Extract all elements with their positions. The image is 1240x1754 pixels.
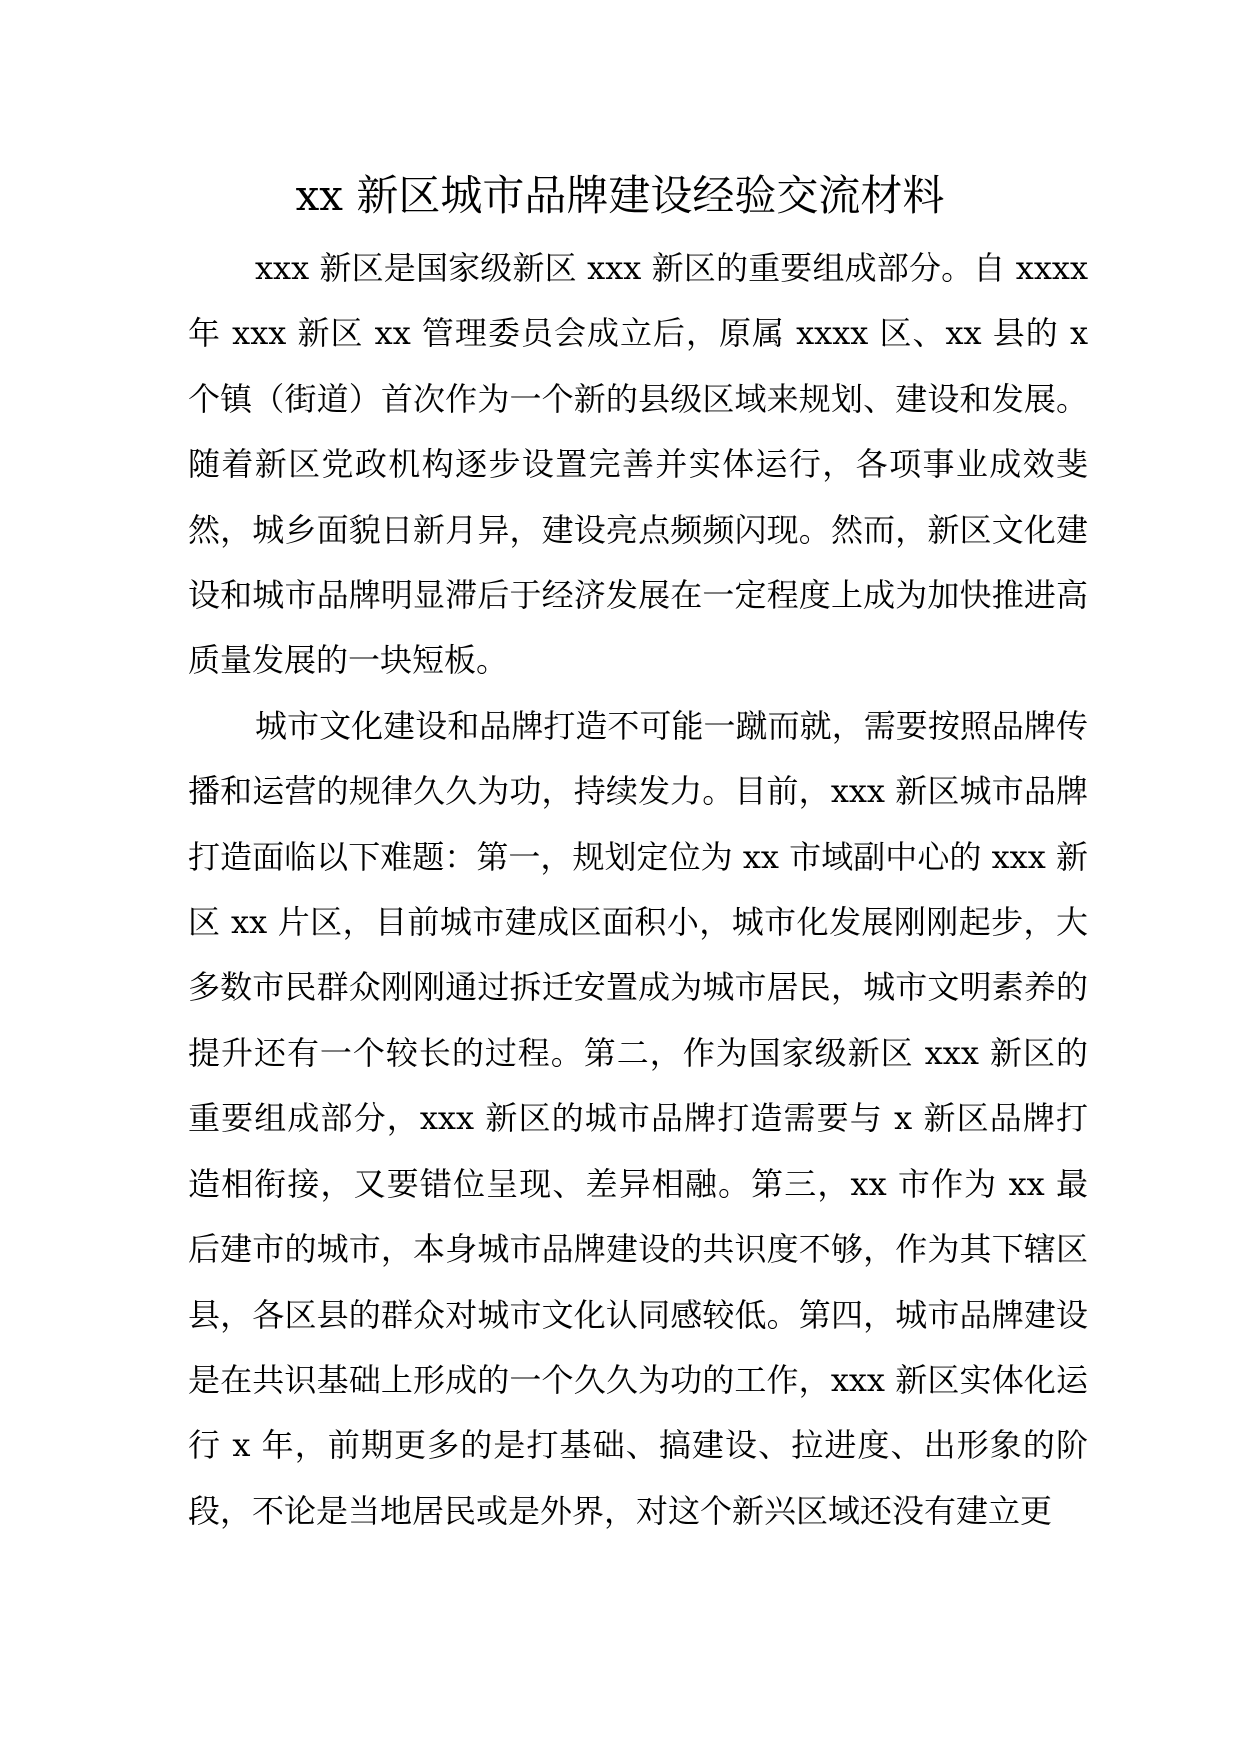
paragraph-2: 城市文化建设和品牌打造不可能一蹴而就，需要按照品牌传播和运营的规律久久为功，持续发力。目前，xxx 新区城市品牌打造面临以下难题：第一，规划定位为 xx 市域副中心的 xxx 新区 xx 片区，目前城市建成区面积小，城市化发展刚刚起步，大多数市民群众刚刚通过拆迁安置成为城市居民，城市文明素养的提升还有一个较长的过程。第二，作为国家级新区 xxx 新区的重要组成部分，xxx 新区的城市品牌打造需要与 x 新区品牌打造相衔接，又要错位呈现、差异相融。第三，xx 市作为 xx 最后建市的城市，本身城市品牌建设的共识度不够，作为其下辖区县，各区县的群众对城市文化认同感较低。第四，城市品牌建设是在共识基础上形成的一个久久为功的工作，xxx 新区实体化运行 x 年，前期更多的是打基础、搞建设、拉进度、出形象的阶段，不论是当地居民或是外界，对这个新兴区域还没有建立更 xyxy=(188,706,1088,1530)
paragraph-1: xxx 新区是国家级新区 xxx 新区的重要组成部分。自 xxxx 年 xxx 新区 xx 管理委员会成立后，原属 xxxx 区、xx 县的 x 个镇（街道）首次作为一个新的县级区域来规划、建设和发展。随着新区党政机构逐步设置完善并实体运行，各项事业成效斐然，城乡面貌日新月异，建设亮点频频闪现。然而，新区文化建设和城市品牌明显滞后于经济发展在一定程度上成为加快推进高质量发展的一块短板。 xyxy=(188,249,1088,680)
document-title: xx 新区城市品牌建设经验交流材料 xyxy=(295,171,945,220)
document-body xyxy=(188,236,1088,1544)
